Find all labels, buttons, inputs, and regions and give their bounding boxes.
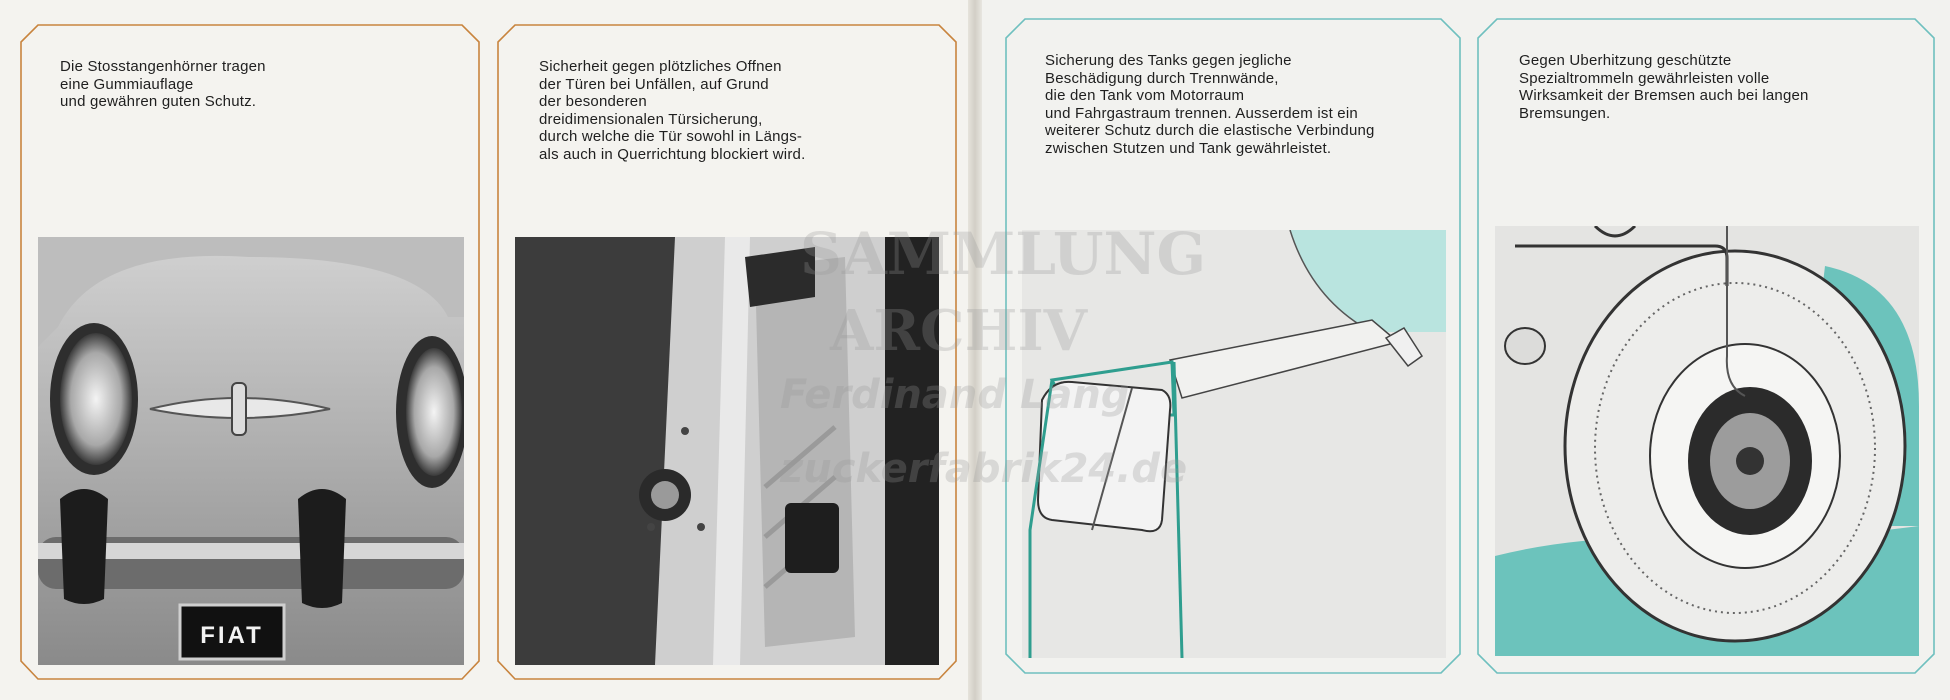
fuel-tank-drawing	[1022, 230, 1446, 658]
panel-caption: Gegen Uberhitzung geschützte Spezialtrommeln gewährleisten volle Wirksamkeit der Bremsen auch bei langen Bremsungen.	[1519, 52, 1809, 122]
watermark-line: ARCHIV	[830, 298, 1088, 364]
panel-brakes	[1477, 18, 1935, 674]
front-bumper-photo	[38, 237, 464, 665]
license-plate-text: FIAT	[200, 622, 264, 649]
watermark-line: Ferdinand Lang	[780, 372, 1130, 418]
panel-caption: Sicherheit gegen plötzliches Offnen der Türen bei Unfällen, auf Grund der besonderen dreidimensionalen Türsicherung, durch welche die Tür sowohl in Längs- als auch in Querrichtung blockiert wird.	[539, 58, 806, 163]
panel-bumper	[20, 24, 480, 680]
panel-caption: Die Stosstangenhörner tragen eine Gummiauflage und gewähren guten Schutz.	[60, 58, 266, 110]
page-gutter	[968, 0, 982, 700]
panel-caption: Sicherung des Tanks gegen jegliche Beschädigung durch Trennwände, die den Tank vom Motorraum und Fahrgastraum trennen. Ausserdem ist ein weiterer Schutz durch die elastische Verbindung zwischen Stutzen und Tank gewährleistet.	[1045, 52, 1375, 157]
door-lock-photo	[515, 237, 939, 665]
panel-tank	[1005, 18, 1461, 674]
brake-drum-drawing	[1495, 226, 1919, 656]
panel-door	[497, 24, 957, 680]
watermark-line: SAMMLUNG	[800, 220, 1207, 288]
watermark-line: zuckerfabrik24.de	[780, 446, 1188, 492]
